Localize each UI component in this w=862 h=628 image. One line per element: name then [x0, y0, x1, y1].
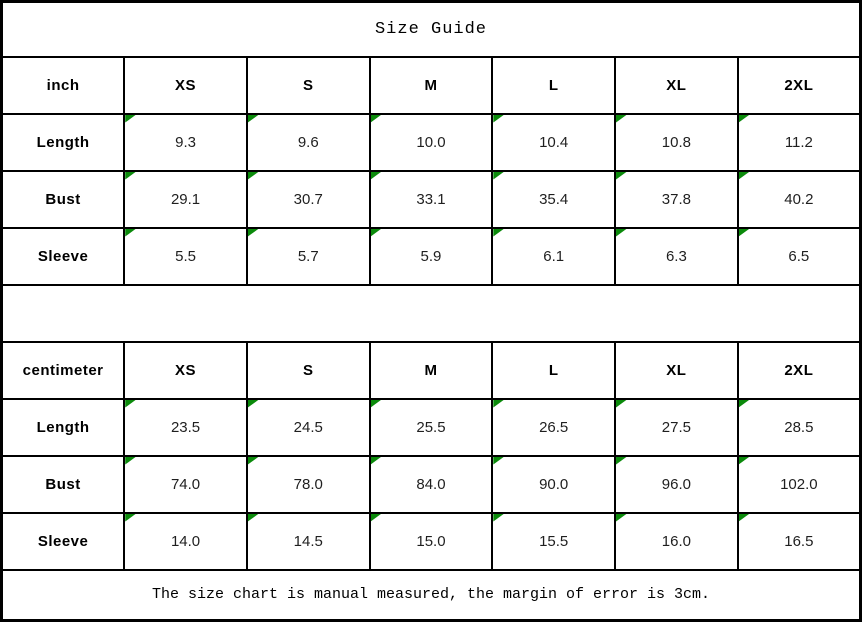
green-corner-marker-icon: [739, 229, 750, 237]
green-corner-marker-icon: [371, 457, 382, 465]
footnote-text: The size chart is manual measured, the margin of error is 3cm.: [2, 570, 861, 621]
green-corner-marker-icon: [739, 457, 750, 465]
size-value-cell: [247, 456, 370, 513]
green-corner-marker-icon: [125, 457, 136, 465]
size-value: 6.1: [543, 247, 565, 265]
green-corner-marker-icon: [371, 229, 382, 237]
green-corner-marker-icon: [616, 229, 627, 237]
size-value: 74.0: [170, 475, 201, 493]
green-corner-marker-icon: [371, 172, 382, 180]
green-corner-marker-icon: [371, 514, 382, 522]
size-value: 16.0: [661, 532, 691, 550]
size-value-cell: [738, 399, 861, 456]
size-value-cell: [738, 513, 861, 570]
size-value-cell: [370, 513, 493, 570]
green-corner-marker-icon: [616, 514, 627, 522]
spacer-cell: [2, 285, 861, 342]
row-label: Sleeve: [2, 513, 125, 570]
size-header: M: [370, 57, 493, 114]
size-value: 10.4: [539, 133, 569, 151]
size-value: 102.0: [780, 475, 818, 493]
size-value-cell: [738, 228, 861, 285]
unit-label-centimeter: centimeter: [2, 342, 125, 399]
size-value: 90.0: [539, 475, 569, 493]
size-value-cell: [370, 228, 493, 285]
size-value-cell: [738, 171, 861, 228]
green-corner-marker-icon: [248, 400, 259, 408]
size-value: 37.8: [661, 190, 691, 208]
size-value: 78.0: [293, 475, 323, 493]
inch-bust-row: [2, 171, 861, 228]
size-value-cell: [124, 114, 247, 171]
green-corner-marker-icon: [493, 400, 504, 408]
size-value: 28.5: [784, 418, 814, 436]
size-value: 84.0: [416, 475, 446, 493]
green-corner-marker-icon: [493, 115, 504, 123]
green-corner-marker-icon: [616, 400, 627, 408]
size-value: 6.3: [665, 247, 687, 265]
size-value-cell: [492, 399, 615, 456]
cm-bust-row: [2, 456, 861, 513]
size-header: XS: [124, 342, 247, 399]
green-corner-marker-icon: [248, 457, 259, 465]
size-value: 15.0: [416, 532, 446, 550]
row-label: Bust: [2, 171, 125, 228]
size-value-cell: [738, 114, 861, 171]
green-corner-marker-icon: [371, 115, 382, 123]
size-value-cell: [247, 228, 370, 285]
green-corner-marker-icon: [616, 172, 627, 180]
green-corner-marker-icon: [739, 115, 750, 123]
cm-length-row: [2, 399, 861, 456]
spacer-row: [2, 285, 861, 342]
green-corner-marker-icon: [493, 172, 504, 180]
green-corner-marker-icon: [493, 229, 504, 237]
size-value: 6.5: [788, 247, 810, 265]
size-value-cell: [492, 513, 615, 570]
green-corner-marker-icon: [616, 115, 627, 123]
green-corner-marker-icon: [125, 172, 136, 180]
page-title: Size Guide: [2, 2, 861, 57]
size-value: 5.7: [297, 247, 319, 265]
size-value-cell: [492, 171, 615, 228]
row-label: Length: [2, 114, 125, 171]
size-value-cell: [492, 228, 615, 285]
size-value-cell: [615, 114, 738, 171]
size-value: 9.6: [297, 133, 319, 151]
size-header: M: [370, 342, 493, 399]
green-corner-marker-icon: [125, 229, 136, 237]
size-value-cell: [247, 114, 370, 171]
size-header: L: [492, 57, 615, 114]
green-corner-marker-icon: [739, 172, 750, 180]
size-header: XL: [615, 57, 738, 114]
size-value: 33.1: [416, 190, 446, 208]
size-value-cell: [247, 399, 370, 456]
size-header: S: [247, 57, 370, 114]
size-value-cell: [247, 513, 370, 570]
size-value-cell: [247, 171, 370, 228]
size-value-cell: [615, 171, 738, 228]
size-value-cell: [124, 228, 247, 285]
green-corner-marker-icon: [248, 172, 259, 180]
size-value: 23.5: [170, 418, 201, 436]
size-value-cell: [615, 399, 738, 456]
size-value: 35.4: [539, 190, 569, 208]
size-header: S: [247, 342, 370, 399]
size-value: 96.0: [661, 475, 691, 493]
green-corner-marker-icon: [125, 115, 136, 123]
green-corner-marker-icon: [616, 457, 627, 465]
size-value: 5.5: [175, 247, 196, 265]
size-value-cell: [124, 513, 247, 570]
size-value: 15.5: [539, 532, 569, 550]
size-value: 16.5: [784, 532, 814, 550]
size-value: 29.1: [170, 190, 201, 208]
size-value-cell: [370, 456, 493, 513]
size-header: XS: [124, 57, 247, 114]
footer-row: [2, 570, 861, 621]
title-row: [2, 2, 861, 57]
row-label: Bust: [2, 456, 125, 513]
size-header: 2XL: [738, 342, 861, 399]
size-value-cell: [124, 399, 247, 456]
inch-header-row: [2, 57, 861, 114]
size-value: 24.5: [293, 418, 323, 436]
green-corner-marker-icon: [493, 514, 504, 522]
green-corner-marker-icon: [493, 457, 504, 465]
size-value: 10.8: [661, 133, 691, 151]
size-value-cell: [615, 228, 738, 285]
green-corner-marker-icon: [739, 514, 750, 522]
row-label: Length: [2, 399, 125, 456]
size-value: 10.0: [416, 133, 446, 151]
size-value: 5.9: [420, 247, 442, 265]
size-value-cell: [492, 114, 615, 171]
inch-sleeve-row: [2, 228, 861, 285]
size-value-cell: [492, 456, 615, 513]
size-value: 40.2: [784, 190, 814, 208]
centimeter-header-row: [2, 342, 861, 399]
size-value: 26.5: [539, 418, 569, 436]
size-value: 25.5: [416, 418, 446, 436]
green-corner-marker-icon: [125, 400, 136, 408]
unit-label-inch: inch: [2, 57, 125, 114]
size-value: 27.5: [661, 418, 691, 436]
size-value-cell: [738, 456, 861, 513]
inch-length-row: [2, 114, 861, 171]
row-label: Sleeve: [2, 228, 125, 285]
size-value-cell: [370, 114, 493, 171]
size-value-cell: [370, 171, 493, 228]
size-value-cell: [124, 456, 247, 513]
size-header: L: [492, 342, 615, 399]
size-value-cell: [615, 456, 738, 513]
size-value: 14.0: [170, 532, 201, 550]
size-value-cell: [615, 513, 738, 570]
size-value-cell: [124, 171, 247, 228]
green-corner-marker-icon: [248, 115, 259, 123]
size-header: 2XL: [738, 57, 861, 114]
size-value: 30.7: [293, 190, 323, 208]
green-corner-marker-icon: [371, 400, 382, 408]
size-header: XL: [615, 342, 738, 399]
size-value: 11.2: [784, 133, 813, 151]
green-corner-marker-icon: [248, 514, 259, 522]
size-value: 9.3: [175, 133, 196, 151]
green-corner-marker-icon: [125, 514, 136, 522]
green-corner-marker-icon: [248, 229, 259, 237]
green-corner-marker-icon: [739, 400, 750, 408]
cm-sleeve-row: [2, 513, 861, 570]
size-value: 14.5: [293, 532, 323, 550]
size-value-cell: [370, 399, 493, 456]
